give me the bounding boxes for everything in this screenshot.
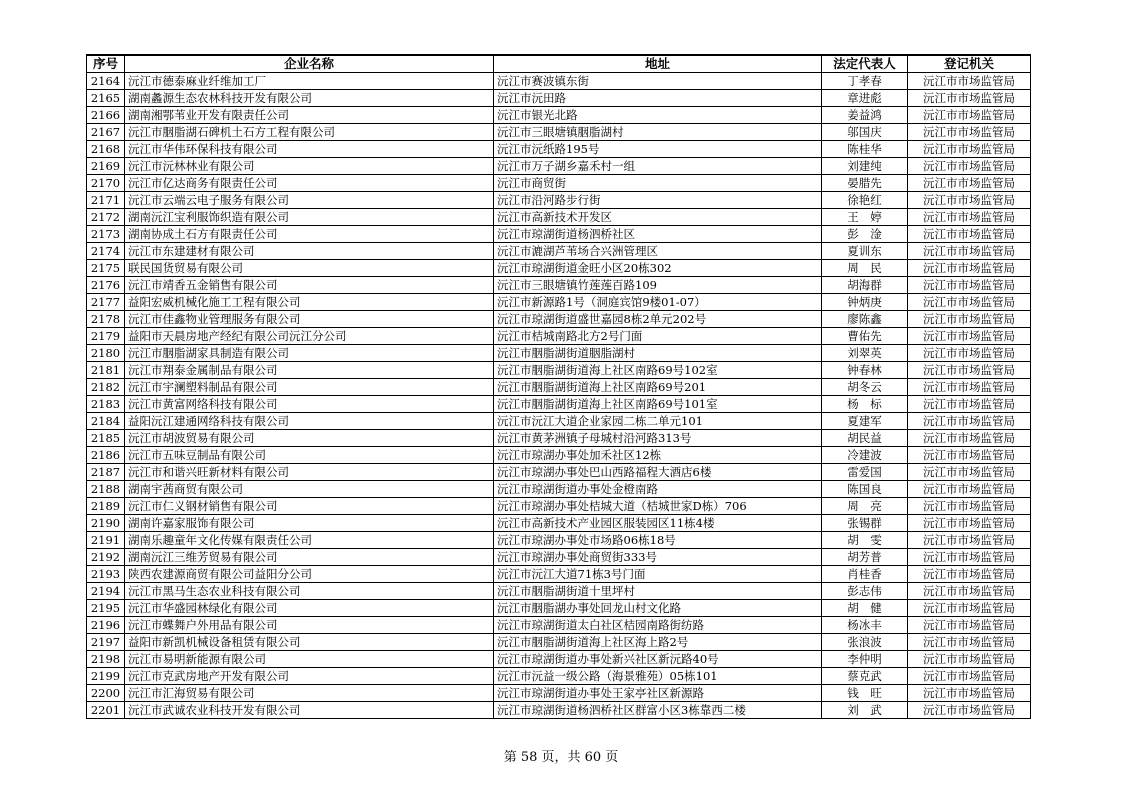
header-company-name: 企业名称 xyxy=(125,55,494,73)
table-header-row xyxy=(87,55,1031,73)
cell-legal-representative: 周 民 xyxy=(822,260,908,277)
cell-registration-authority: 沅江市市场监管局 xyxy=(908,396,1031,413)
table-row xyxy=(87,481,1031,498)
cell-registration-authority: 沅江市市场监管局 xyxy=(908,651,1031,668)
cell-registration-authority: 沅江市市场监管局 xyxy=(908,124,1031,141)
cell-registration-authority: 沅江市市场监管局 xyxy=(908,702,1031,719)
cell-company-name: 联民国货贸易有限公司 xyxy=(125,260,494,277)
cell-company-name: 沅江市蝶舞户外用品有限公司 xyxy=(125,617,494,634)
cell-address: 沅江市胭脂湖街道海上社区南路69号201 xyxy=(494,379,822,396)
cell-registration-authority: 沅江市市场监管局 xyxy=(908,549,1031,566)
cell-address: 沅江市沅纸路195号 xyxy=(494,141,822,158)
cell-serial: 2182 xyxy=(87,379,125,396)
table-row xyxy=(87,175,1031,192)
cell-registration-authority: 沅江市市场监管局 xyxy=(908,141,1031,158)
cell-serial: 2177 xyxy=(87,294,125,311)
cell-serial: 2171 xyxy=(87,192,125,209)
cell-serial: 2170 xyxy=(87,175,125,192)
cell-address: 沅江市琼湖街道办事处新兴社区新沅路40号 xyxy=(494,651,822,668)
cell-address: 沅江市沅江大道71栋3号门面 xyxy=(494,566,822,583)
table-row xyxy=(87,464,1031,481)
cell-serial: 2189 xyxy=(87,498,125,515)
cell-address: 沅江市琼湖街道杨泗桥社区 xyxy=(494,226,822,243)
page-number: 第 58 页，共 60 页 xyxy=(503,750,619,765)
cell-registration-authority: 沅江市市场监管局 xyxy=(908,192,1031,209)
cell-serial: 2173 xyxy=(87,226,125,243)
cell-company-name: 沅江市德泰麻业纤维加工厂 xyxy=(125,73,494,90)
cell-company-name: 沅江市华伟环保科技有限公司 xyxy=(125,141,494,158)
cell-address: 沅江市琼湖街道金旺小区20栋302 xyxy=(494,260,822,277)
table-row xyxy=(87,566,1031,583)
table-row xyxy=(87,294,1031,311)
cell-registration-authority: 沅江市市场监管局 xyxy=(908,175,1031,192)
table-row xyxy=(87,600,1031,617)
table-row xyxy=(87,107,1031,124)
cell-company-name: 沅江市易明新能源有限公司 xyxy=(125,651,494,668)
cell-legal-representative: 姜益鸿 xyxy=(822,107,908,124)
cell-address: 沅江市高新技术开发区 xyxy=(494,209,822,226)
cell-company-name: 湖南沅江宝利服饰织造有限公司 xyxy=(125,209,494,226)
cell-legal-representative: 胡芳普 xyxy=(822,549,908,566)
cell-serial: 2193 xyxy=(87,566,125,583)
cell-company-name: 沅江市黄富网络科技有限公司 xyxy=(125,396,494,413)
table-row xyxy=(87,668,1031,685)
cell-registration-authority: 沅江市市场监管局 xyxy=(908,566,1031,583)
cell-serial: 2192 xyxy=(87,549,125,566)
cell-company-name: 沅江市沅林林业有限公司 xyxy=(125,158,494,175)
cell-legal-representative: 徐艳红 xyxy=(822,192,908,209)
cell-registration-authority: 沅江市市场监管局 xyxy=(908,90,1031,107)
cell-address: 沅江市胭脂湖街道海上社区海上路2号 xyxy=(494,634,822,651)
cell-address: 沅江市胭脂湖街道海上社区南路69号101室 xyxy=(494,396,822,413)
cell-company-name: 沅江市东建建材有限公司 xyxy=(125,243,494,260)
cell-address: 沅江市沿河路步行街 xyxy=(494,192,822,209)
cell-legal-representative: 周 亮 xyxy=(822,498,908,515)
cell-address: 沅江市高新技术产业园区服装园区11栋4楼 xyxy=(494,515,822,532)
table-row xyxy=(87,634,1031,651)
cell-address: 沅江市琼湖办事处桔城大道（桔城世家D栋）706 xyxy=(494,498,822,515)
cell-legal-representative: 胡冬云 xyxy=(822,379,908,396)
cell-legal-representative: 章进彪 xyxy=(822,90,908,107)
table-row xyxy=(87,158,1031,175)
cell-legal-representative: 钟春林 xyxy=(822,362,908,379)
cell-company-name: 益阳宏威机械化施工工程有限公司 xyxy=(125,294,494,311)
cell-company-name: 沅江市翔泰金属制品有限公司 xyxy=(125,362,494,379)
table-row xyxy=(87,447,1031,464)
cell-legal-representative: 刘 武 xyxy=(822,702,908,719)
table-row xyxy=(87,396,1031,413)
cell-legal-representative: 陈国良 xyxy=(822,481,908,498)
cell-serial: 2201 xyxy=(87,702,125,719)
cell-registration-authority: 沅江市市场监管局 xyxy=(908,532,1031,549)
cell-address: 沅江市琼湖办事处巴山西路福程大酒店6楼 xyxy=(494,464,822,481)
cell-registration-authority: 沅江市市场监管局 xyxy=(908,481,1031,498)
cell-company-name: 沅江市胡波贸易有限公司 xyxy=(125,430,494,447)
cell-company-name: 沅江市五味豆制品有限公司 xyxy=(125,447,494,464)
cell-serial: 2165 xyxy=(87,90,125,107)
cell-serial: 2167 xyxy=(87,124,125,141)
table-row xyxy=(87,702,1031,719)
cell-serial: 2166 xyxy=(87,107,125,124)
cell-serial: 2194 xyxy=(87,583,125,600)
header-registration-authority: 登记机关 xyxy=(908,55,1031,73)
table-row xyxy=(87,192,1031,209)
cell-registration-authority: 沅江市市场监管局 xyxy=(908,107,1031,124)
cell-registration-authority: 沅江市市场监管局 xyxy=(908,430,1031,447)
cell-address: 沅江市银光北路 xyxy=(494,107,822,124)
table-row xyxy=(87,583,1031,600)
cell-company-name: 沅江市靖香五金销售有限公司 xyxy=(125,277,494,294)
header-address: 地址 xyxy=(494,55,822,73)
cell-serial: 2175 xyxy=(87,260,125,277)
cell-legal-representative: 杨冰丰 xyxy=(822,617,908,634)
cell-address: 沅江市沅益一级公路（海景雅苑）05栋101 xyxy=(494,668,822,685)
cell-address: 沅江市琼湖办事处加禾社区12栋 xyxy=(494,447,822,464)
cell-company-name: 湖南乐趣童年文化传媒有限责任公司 xyxy=(125,532,494,549)
table-row xyxy=(87,685,1031,702)
cell-legal-representative: 杨 标 xyxy=(822,396,908,413)
cell-company-name: 湖南沅江三维芳贸易有限公司 xyxy=(125,549,494,566)
cell-registration-authority: 沅江市市场监管局 xyxy=(908,277,1031,294)
cell-serial: 2169 xyxy=(87,158,125,175)
cell-legal-representative: 邬国庆 xyxy=(822,124,908,141)
cell-legal-representative: 蔡克武 xyxy=(822,668,908,685)
cell-serial: 2190 xyxy=(87,515,125,532)
table-row xyxy=(87,328,1031,345)
table-row xyxy=(87,430,1031,447)
cell-address: 沅江市桔城南路北方2号门面 xyxy=(494,328,822,345)
cell-address: 沅江市三眼塘镇胭脂湖村 xyxy=(494,124,822,141)
cell-registration-authority: 沅江市市场监管局 xyxy=(908,260,1031,277)
cell-legal-representative: 王 婷 xyxy=(822,209,908,226)
table-row xyxy=(87,362,1031,379)
cell-serial: 2176 xyxy=(87,277,125,294)
table-row xyxy=(87,73,1031,90)
cell-legal-representative: 冷建波 xyxy=(822,447,908,464)
cell-address: 沅江市漉湖芦苇场合兴洲管理区 xyxy=(494,243,822,260)
cell-address: 沅江市赛波镇东街 xyxy=(494,73,822,90)
cell-registration-authority: 沅江市市场监管局 xyxy=(908,515,1031,532)
cell-company-name: 益阳市新凯机械设备租赁有限公司 xyxy=(125,634,494,651)
cell-serial: 2199 xyxy=(87,668,125,685)
table-row xyxy=(87,345,1031,362)
cell-company-name: 益阳市天晨房地产经纪有限公司沅江分公司 xyxy=(125,328,494,345)
cell-address: 沅江市黄茅洲镇子母城村沿河路313号 xyxy=(494,430,822,447)
cell-registration-authority: 沅江市市场监管局 xyxy=(908,328,1031,345)
cell-legal-representative: 钱 旺 xyxy=(822,685,908,702)
cell-legal-representative: 丁孝春 xyxy=(822,73,908,90)
table-row xyxy=(87,226,1031,243)
cell-address: 沅江市新源路1号（洞庭宾馆9楼01-07） xyxy=(494,294,822,311)
cell-serial: 2196 xyxy=(87,617,125,634)
cell-company-name: 沅江市和谐兴旺新材料有限公司 xyxy=(125,464,494,481)
cell-serial: 2186 xyxy=(87,447,125,464)
cell-company-name: 沅江市仁义钢材销售有限公司 xyxy=(125,498,494,515)
cell-address: 沅江市胭脂湖街道海上社区南路69号102室 xyxy=(494,362,822,379)
cell-legal-representative: 张浪波 xyxy=(822,634,908,651)
table-row xyxy=(87,515,1031,532)
cell-registration-authority: 沅江市市场监管局 xyxy=(908,379,1031,396)
table-row xyxy=(87,651,1031,668)
table-row xyxy=(87,311,1031,328)
cell-registration-authority: 沅江市市场监管局 xyxy=(908,345,1031,362)
table-body xyxy=(87,73,1031,719)
cell-company-name: 沅江市佳鑫物业管理服务有限公司 xyxy=(125,311,494,328)
cell-address: 沅江市胭脂湖街道胭脂湖村 xyxy=(494,345,822,362)
cell-serial: 2184 xyxy=(87,413,125,430)
cell-registration-authority: 沅江市市场监管局 xyxy=(908,243,1031,260)
cell-address: 沅江市沅田路 xyxy=(494,90,822,107)
cell-legal-representative: 刘建纯 xyxy=(822,158,908,175)
cell-company-name: 沅江市宇澜塑料制品有限公司 xyxy=(125,379,494,396)
table-row xyxy=(87,379,1031,396)
header-legal-representative: 法定代表人 xyxy=(822,55,908,73)
cell-company-name: 湖南蠡源生态农林科技开发有限公司 xyxy=(125,90,494,107)
cell-address: 沅江市三眼塘镇竹莲莲百路109 xyxy=(494,277,822,294)
cell-legal-representative: 曹佑先 xyxy=(822,328,908,345)
cell-address: 沅江市琼湖街道太白社区桔园南路街纺路 xyxy=(494,617,822,634)
cell-company-name: 沅江市汇海贸易有限公司 xyxy=(125,685,494,702)
table-row xyxy=(87,90,1031,107)
cell-registration-authority: 沅江市市场监管局 xyxy=(908,600,1031,617)
cell-serial: 2187 xyxy=(87,464,125,481)
cell-serial: 2164 xyxy=(87,73,125,90)
cell-company-name: 陕西农建源商贸有限公司益阳分公司 xyxy=(125,566,494,583)
cell-address: 沅江市琼湖街道杨泗桥社区群富小区3栋靠西二楼 xyxy=(494,702,822,719)
cell-registration-authority: 沅江市市场监管局 xyxy=(908,685,1031,702)
cell-company-name: 沅江市华盛园林绿化有限公司 xyxy=(125,600,494,617)
table-row xyxy=(87,260,1031,277)
cell-address: 沅江市沅江大道企业家园二栋二单元101 xyxy=(494,413,822,430)
cell-registration-authority: 沅江市市场监管局 xyxy=(908,617,1031,634)
cell-registration-authority: 沅江市市场监管局 xyxy=(908,294,1031,311)
cell-registration-authority: 沅江市市场监管局 xyxy=(908,634,1031,651)
cell-serial: 2195 xyxy=(87,600,125,617)
cell-legal-representative: 雷爱国 xyxy=(822,464,908,481)
cell-legal-representative: 彭志伟 xyxy=(822,583,908,600)
cell-registration-authority: 沅江市市场监管局 xyxy=(908,668,1031,685)
cell-company-name: 益阳沅江建通网络科技有限公司 xyxy=(125,413,494,430)
cell-address: 沅江市胭脂湖街道十里坪村 xyxy=(494,583,822,600)
cell-company-name: 沅江市黑马生态农业科技有限公司 xyxy=(125,583,494,600)
cell-legal-representative: 肖桂香 xyxy=(822,566,908,583)
cell-registration-authority: 沅江市市场监管局 xyxy=(908,583,1031,600)
cell-serial: 2198 xyxy=(87,651,125,668)
table-row xyxy=(87,243,1031,260)
cell-legal-representative: 夏训东 xyxy=(822,243,908,260)
cell-registration-authority: 沅江市市场监管局 xyxy=(908,464,1031,481)
cell-legal-representative: 胡海群 xyxy=(822,277,908,294)
cell-address: 沅江市琼湖街道办事处王家亭社区新源路 xyxy=(494,685,822,702)
cell-legal-representative: 陈桂华 xyxy=(822,141,908,158)
cell-legal-representative: 张锡群 xyxy=(822,515,908,532)
cell-legal-representative: 晏腊先 xyxy=(822,175,908,192)
cell-address: 沅江市万子湖乡嘉禾村一组 xyxy=(494,158,822,175)
cell-serial: 2183 xyxy=(87,396,125,413)
table-row xyxy=(87,532,1031,549)
cell-legal-representative: 彭 淦 xyxy=(822,226,908,243)
cell-serial: 2172 xyxy=(87,209,125,226)
cell-serial: 2179 xyxy=(87,328,125,345)
cell-serial: 2191 xyxy=(87,532,125,549)
cell-registration-authority: 沅江市市场监管局 xyxy=(908,362,1031,379)
cell-serial: 2168 xyxy=(87,141,125,158)
cell-serial: 2178 xyxy=(87,311,125,328)
cell-registration-authority: 沅江市市场监管局 xyxy=(908,498,1031,515)
table-row xyxy=(87,124,1031,141)
cell-serial: 2197 xyxy=(87,634,125,651)
table-row xyxy=(87,413,1031,430)
cell-legal-representative: 李仲明 xyxy=(822,651,908,668)
cell-legal-representative: 夏建军 xyxy=(822,413,908,430)
cell-company-name: 湖南协成土石方有限责任公司 xyxy=(125,226,494,243)
cell-address: 沅江市琼湖街道盛世嘉园8栋2单元202号 xyxy=(494,311,822,328)
cell-serial: 2180 xyxy=(87,345,125,362)
cell-address: 沅江市琼湖办事处商贸街333号 xyxy=(494,549,822,566)
header-serial: 序号 xyxy=(87,55,125,73)
cell-company-name: 湖南许嘉家服饰有限公司 xyxy=(125,515,494,532)
cell-legal-representative: 胡民益 xyxy=(822,430,908,447)
table-row xyxy=(87,141,1031,158)
cell-company-name: 湖南宇茜商贸有限公司 xyxy=(125,481,494,498)
cell-address: 沅江市商贸街 xyxy=(494,175,822,192)
cell-serial: 2185 xyxy=(87,430,125,447)
table-row xyxy=(87,617,1031,634)
cell-registration-authority: 沅江市市场监管局 xyxy=(908,413,1031,430)
cell-serial: 2181 xyxy=(87,362,125,379)
table-row xyxy=(87,277,1031,294)
cell-registration-authority: 沅江市市场监管局 xyxy=(908,73,1031,90)
cell-address: 沅江市胭脂湖办事处回龙山村文化路 xyxy=(494,600,822,617)
cell-registration-authority: 沅江市市场监管局 xyxy=(908,311,1031,328)
cell-legal-representative: 胡 雯 xyxy=(822,532,908,549)
cell-registration-authority: 沅江市市场监管局 xyxy=(908,158,1031,175)
cell-address: 沅江市琼湖街道办事处金橙南路 xyxy=(494,481,822,498)
registry-table xyxy=(86,54,1031,719)
cell-legal-representative: 刘翠英 xyxy=(822,345,908,362)
cell-company-name: 沅江市武诚农业科技开发有限公司 xyxy=(125,702,494,719)
cell-registration-authority: 沅江市市场监管局 xyxy=(908,226,1031,243)
cell-registration-authority: 沅江市市场监管局 xyxy=(908,447,1031,464)
cell-serial: 2174 xyxy=(87,243,125,260)
cell-company-name: 沅江市亿达商务有限责任公司 xyxy=(125,175,494,192)
cell-company-name: 沅江市胭脂湖石碑机土石方工程有限公司 xyxy=(125,124,494,141)
cell-company-name: 湖南湘鄂苇业开发有限责任公司 xyxy=(125,107,494,124)
table-row xyxy=(87,209,1031,226)
cell-legal-representative: 胡 健 xyxy=(822,600,908,617)
cell-company-name: 沅江市云端云电子服务有限公司 xyxy=(125,192,494,209)
table-row xyxy=(87,549,1031,566)
table-row xyxy=(87,498,1031,515)
cell-company-name: 沅江市胭脂湖家具制造有限公司 xyxy=(125,345,494,362)
cell-legal-representative: 廖陈鑫 xyxy=(822,311,908,328)
cell-serial: 2200 xyxy=(87,685,125,702)
cell-legal-representative: 钟炳庚 xyxy=(822,294,908,311)
cell-registration-authority: 沅江市市场监管局 xyxy=(908,209,1031,226)
cell-company-name: 沅江市克武房地产开发有限公司 xyxy=(125,668,494,685)
cell-address: 沅江市琼湖办事处市场路06栋18号 xyxy=(494,532,822,549)
cell-serial: 2188 xyxy=(87,481,125,498)
